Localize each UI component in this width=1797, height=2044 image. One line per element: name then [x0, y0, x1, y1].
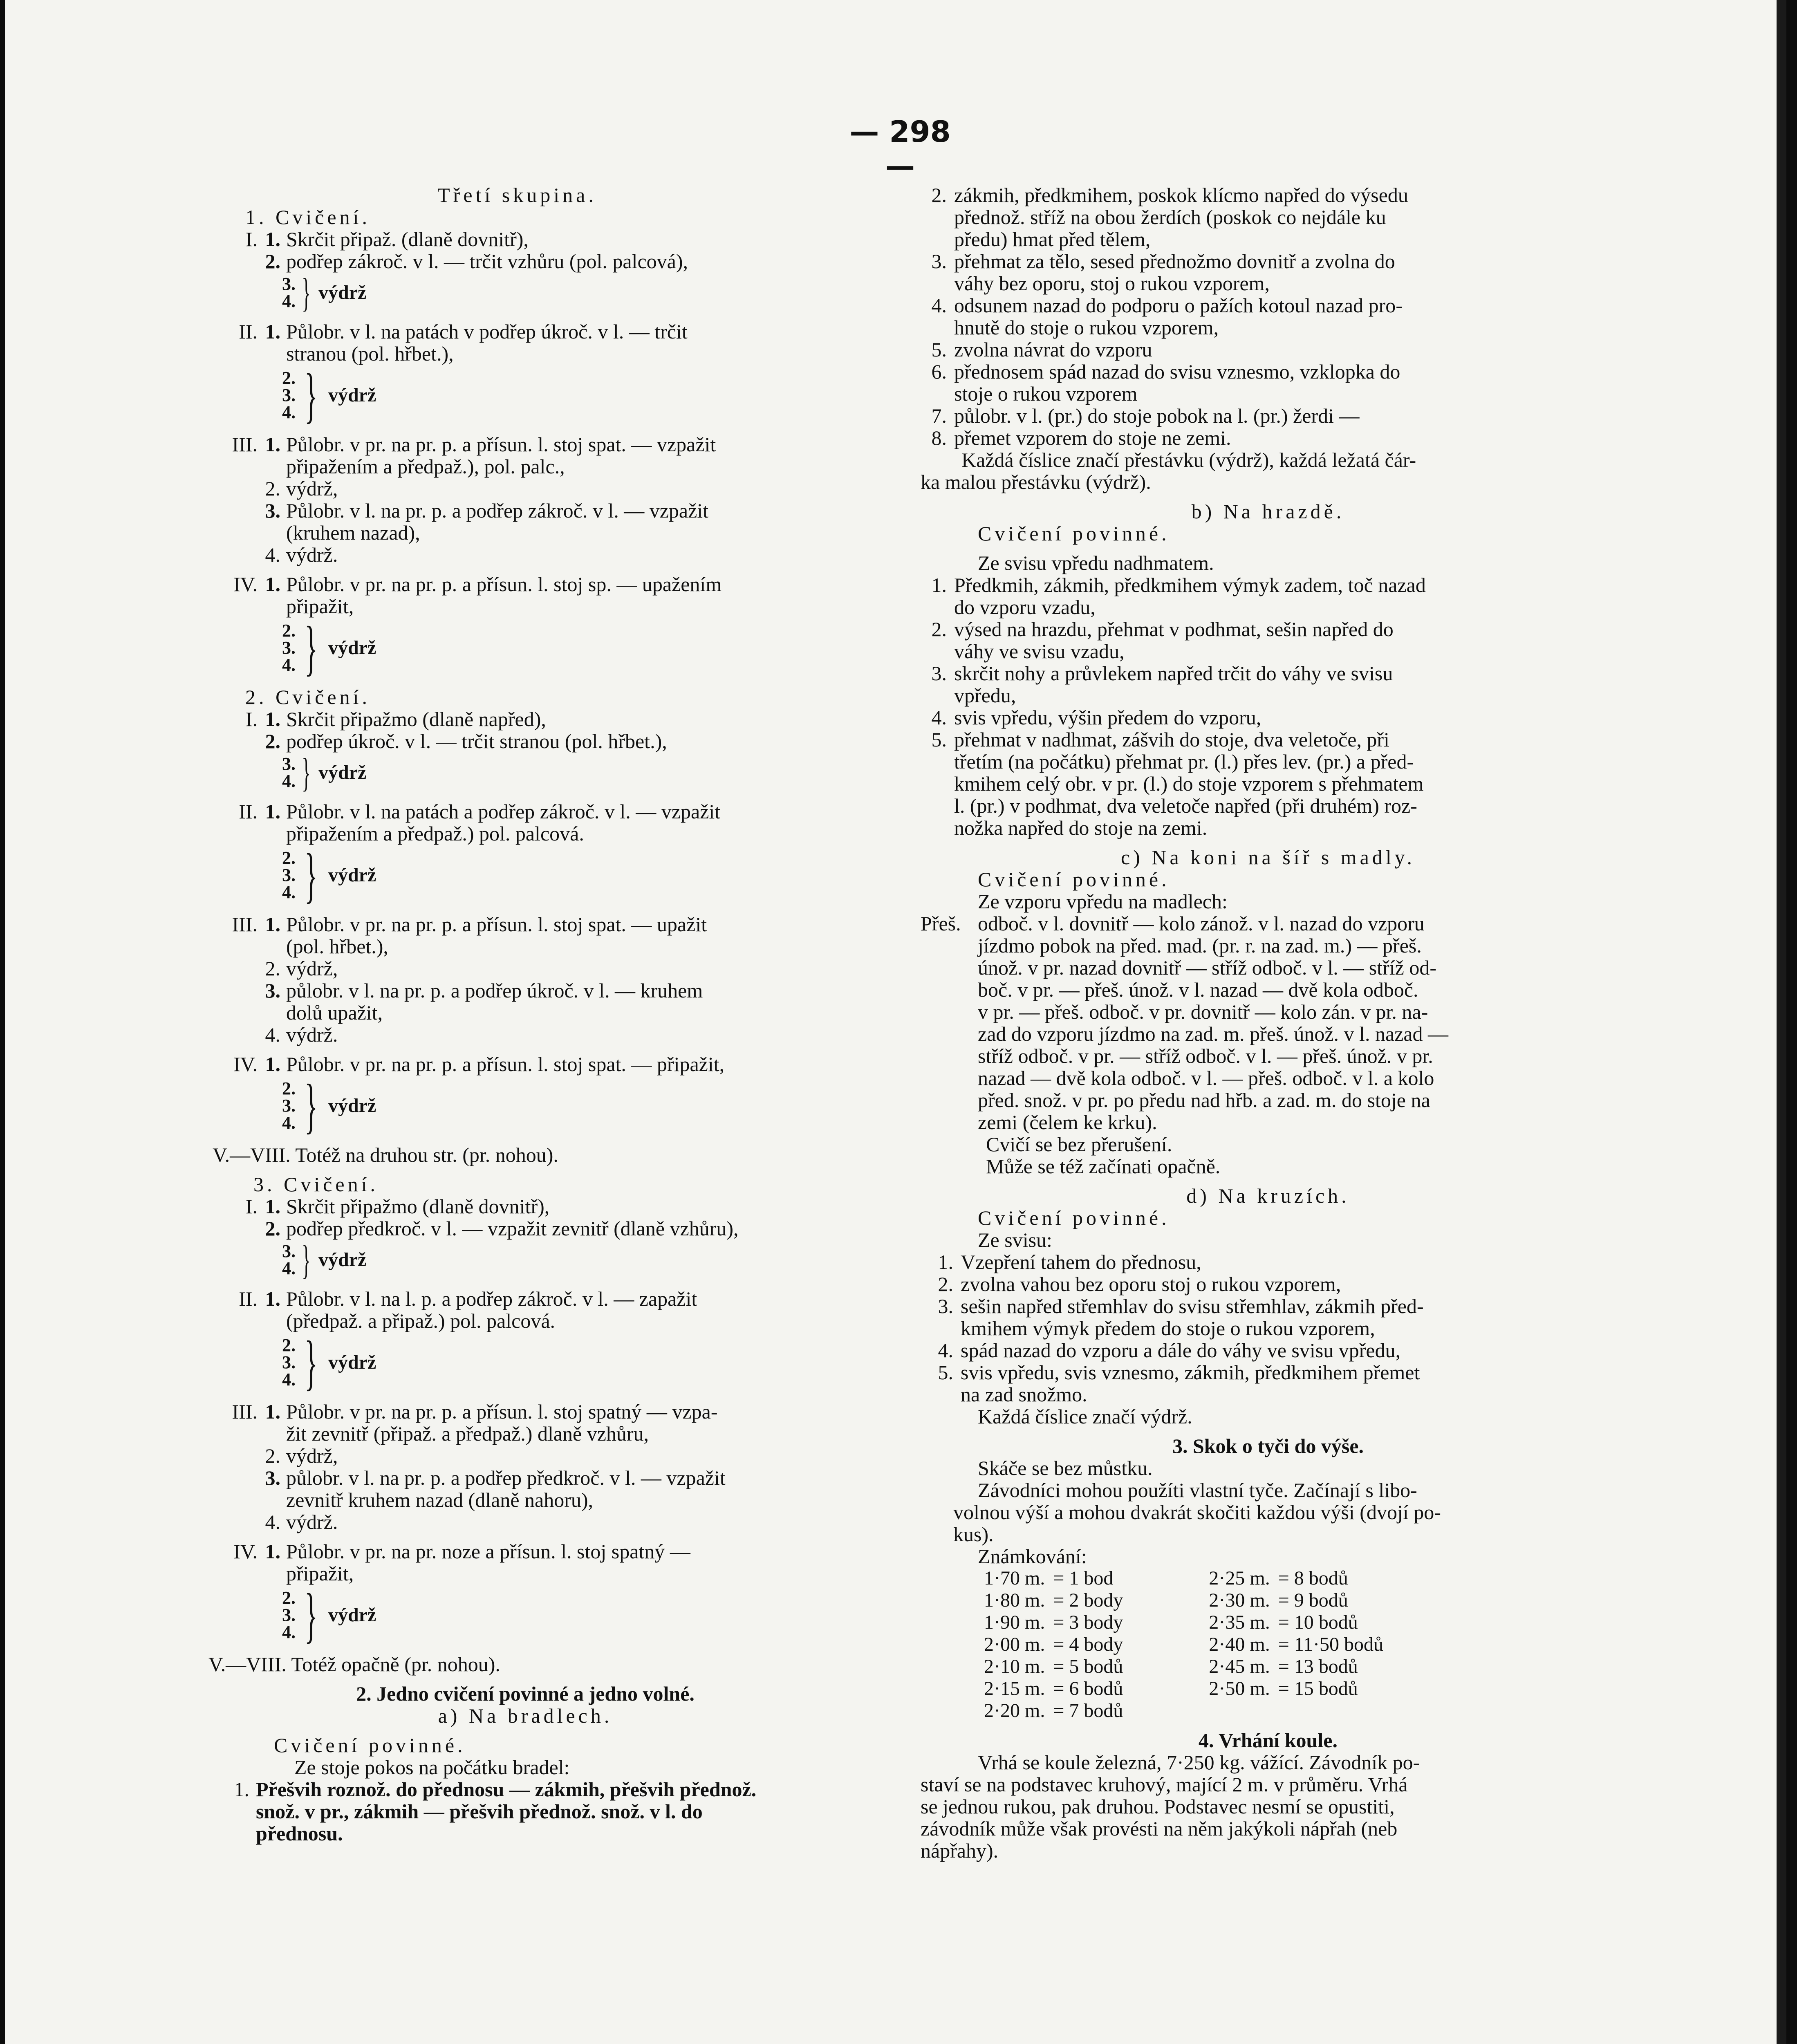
repeat-note: V.—VIII. Totéž opačně (pr. nohou). [208, 1653, 500, 1676]
item-text: stoje o rukou vzporem [954, 382, 1138, 405]
item-text: do vzporu vzadu, [954, 596, 1096, 619]
step-number: 1. [265, 320, 280, 343]
points-cell: = 9 bodů [1278, 1589, 1348, 1611]
item-number: 5. [931, 728, 947, 751]
step-text: Půlobr. v l. na patách v podřep úkroč. v l. — trčit [286, 320, 688, 343]
step-number: 2. [265, 1217, 280, 1240]
step-text: půlobr. v l. na pr. p. a podřep předkroč. v l. — vzpažit [286, 1466, 726, 1489]
note-text: ka malou přestávku (výdrž). [921, 471, 1151, 493]
exercise-step [196, 544, 920, 566]
height-cell: 2·15 m. [984, 1678, 1045, 1699]
step-number: 4. [265, 543, 280, 566]
group-number: 4. [282, 771, 296, 791]
paragraph-line: se jednou rukou, pak druhou. Podstavec nesmí se opustiti, [921, 1795, 1395, 1818]
subheading: Cvičení povinné. [978, 522, 1170, 545]
height-cell: 2·35 m. [1209, 1611, 1270, 1633]
scanned-page [5, 0, 1786, 2044]
points-cell: = 6 bodů [1053, 1678, 1123, 1699]
exercise-step [196, 250, 920, 272]
exercise-step [196, 1511, 920, 1533]
step-roman: II. [239, 320, 258, 343]
exercise-step [196, 1288, 920, 1332]
group-number: 4. [282, 655, 296, 675]
group-number: 3. [282, 1605, 296, 1625]
item-number: 1. [938, 1251, 953, 1273]
list-item [921, 1339, 1616, 1361]
height-cell: 1·90 m. [984, 1611, 1045, 1633]
exercise-step [196, 979, 920, 1024]
exercise-step [196, 320, 920, 365]
hold-label: výdrž [318, 762, 367, 783]
item-number: 6. [931, 360, 947, 383]
item-text: přednož. stříž na obou žerdích (poskok co nejdále ku [954, 206, 1386, 229]
step-number: 3. [265, 1466, 280, 1489]
item-text: předu) hmat před tělem, [954, 228, 1151, 251]
score-label: Známkování: [978, 1545, 1087, 1568]
note-text: Každá číslice značí přestávku (výdrž), každá ležatá čár- [961, 448, 1416, 471]
hold-group: 2. 3. 4. } výdrž [282, 614, 376, 682]
item-number: 3. [931, 250, 947, 273]
step-number: 2. [265, 957, 280, 980]
item-text: Předkmih, zákmih, předkmihem výmyk zadem, toč nazad [954, 574, 1426, 596]
paragraph-line: únož. v pr. nazad dovnitř — stříž odboč. v l. — stříž od- [978, 956, 1436, 979]
step-text: (pol. hřbet.), [286, 935, 388, 958]
right-column [921, 184, 1616, 1862]
height-cell: 2·40 m. [1209, 1634, 1270, 1655]
step-text: připažením a předpaž.), pol. palc., [286, 455, 565, 478]
lead-word: Přeš. [921, 912, 961, 935]
hold-group: 2. 3. 4. } výdrž [282, 1329, 376, 1396]
list-item [921, 706, 1616, 728]
item-number: 2. [931, 618, 947, 641]
item-text: Přešvih roznož. do přednosu — zákmih, přešvih přednož. [256, 1778, 757, 1801]
hold-group: 2. 3. 4. } výdrž [282, 1581, 376, 1649]
intro-line: Ze stoje pokos na počátku bradel: [294, 1756, 570, 1779]
item-number: 4. [931, 294, 947, 317]
group-number: 4. [282, 402, 296, 422]
exercise-step [196, 1401, 920, 1445]
step-text: podřep předkroč. v l. — vzpažit zevnitř (dlaně vzhůru), [286, 1217, 739, 1240]
step-text: dolů upažit, [286, 1001, 383, 1024]
subheading: Cvičení povinné. [978, 1206, 1170, 1229]
hold-group: 3. 4. } výdrž [282, 750, 367, 795]
note-text: Může se též začínati opačně. [986, 1155, 1221, 1178]
item-number: 8. [931, 426, 947, 449]
step-text: připažit, [286, 1562, 354, 1585]
hold-label: výdrž [318, 282, 367, 303]
item-text: půlobr. v l. (pr.) do stoje pobok na l. (pr.) žerdi — [954, 404, 1360, 427]
item-text: odsunem nazad do podporu o pažích kotoul nazad pro- [954, 294, 1403, 317]
step-number: 2. [265, 477, 280, 500]
step-text: výdrž. [286, 543, 338, 566]
section-heading: 4. Vrhání koule. [1199, 1729, 1338, 1752]
item-text: snož. v pr., zákmih — přešvih přednož. snož. v l. do [256, 1800, 703, 1823]
group-number: 2. [282, 1588, 296, 1608]
exercise-step [196, 1024, 920, 1046]
item-text: zvolna návrat do vzporu [954, 338, 1152, 361]
exercise-step [196, 800, 920, 845]
exercise-step [196, 500, 920, 544]
step-number: 1. [265, 1400, 280, 1423]
group-number: 2. [282, 1335, 296, 1355]
item-number: 1. [931, 574, 947, 596]
list-item [921, 1295, 1616, 1339]
apparatus-heading: a) Na bradlech. [438, 1704, 613, 1727]
paragraph-line: zemi (čelem ke krku). [978, 1111, 1157, 1134]
group-number: 3. [282, 1241, 296, 1261]
step-text: Půlobr. v pr. na pr. noze a přísun. l. stoj spatný — [286, 1540, 690, 1563]
subheading: Cvičení povinné. [978, 868, 1170, 891]
item-text: přemet vzporem do stoje ne zemi. [954, 426, 1231, 449]
table-row [980, 1611, 1387, 1634]
item-number: 7. [931, 404, 947, 427]
step-text: připažením a předpaž.) pol. palcová. [286, 822, 584, 845]
points-cell: = 15 bodů [1278, 1678, 1358, 1699]
exercise-step [196, 708, 920, 730]
step-number: 2. [265, 250, 280, 273]
step-number: 1. [265, 573, 280, 596]
list-item [921, 574, 1616, 618]
list-item [921, 361, 1616, 405]
list-item [921, 250, 1616, 294]
item-text: hnutě do stoje o rukou vzporem, [954, 316, 1219, 339]
height-cell: 1·80 m. [984, 1589, 1045, 1611]
note-text: Každá číslice značí výdrž. [978, 1405, 1192, 1428]
paragraph-line: závodník může však provésti na něm jakýkoli nápřah (neb [921, 1817, 1398, 1840]
item-number: 4. [931, 706, 947, 729]
step-text: Půlobr. v l. na pr. p. a podřep zákroč. v l. — vzpažit [286, 499, 709, 522]
step-roman: IV. [233, 1053, 258, 1076]
item-number: 5. [938, 1361, 953, 1384]
paragraph-line: kus). [953, 1523, 994, 1546]
group-number: 4. [282, 291, 296, 311]
table-row [980, 1656, 1387, 1678]
paragraph-line: stříž odboč. v pr. — stříž odboč. v l. — přeš. únož. v pr. [978, 1044, 1433, 1067]
step-text: půlobr. v l. na pr. p. a podřep úkroč. v l. — kruhem [286, 979, 703, 1002]
item-text: zvolna vahou bez oporu stoj o rukou vzporem, [961, 1273, 1341, 1295]
height-cell: 2·10 m. [984, 1656, 1045, 1677]
group-number: 4. [282, 1369, 296, 1390]
step-text: výdrž, [286, 477, 338, 500]
page-number: — 298 — [849, 114, 951, 183]
step-text: Půlobr. v pr. na pr. p. a přísun. l. stoj spat. — připažit, [286, 1053, 725, 1076]
section-title: Třetí skupina. [437, 184, 597, 206]
exercise-step [196, 1217, 920, 1239]
points-cell: = 5 bodů [1053, 1656, 1123, 1677]
hold-group: 3. 4. } výdrž [282, 1237, 367, 1282]
height-cell: 2·45 m. [1209, 1656, 1270, 1677]
paragraph [921, 912, 1616, 1133]
step-number: 1. [265, 913, 280, 936]
step-text: Půlobr. v l. na patách a podřep zákroč. v l. — vzpažit [286, 800, 721, 823]
step-roman: IV. [233, 573, 258, 596]
step-roman: I. [245, 708, 258, 731]
item-number: 2. [938, 1273, 953, 1295]
list-item [921, 728, 1616, 839]
group-number: 3. [282, 1096, 296, 1116]
score-table [980, 1567, 1387, 1722]
paragraph-line: nápřahy). [921, 1839, 999, 1862]
hold-label: výdrž [318, 1249, 367, 1271]
points-cell: = 1 bod [1053, 1567, 1114, 1589]
height-cell: 2·30 m. [1209, 1589, 1270, 1611]
hold-label: výdrž [328, 637, 376, 659]
exercise-step [196, 913, 920, 957]
item-text: spád nazad do vzporu a dále do váhy ve svisu vpředu, [961, 1339, 1401, 1362]
group-number: 4. [282, 1258, 296, 1278]
step-roman: III. [232, 913, 258, 936]
points-cell: = 2 body [1053, 1589, 1123, 1611]
hold-label: výdrž [328, 1095, 376, 1116]
step-text: Půlobr. v pr. na pr. p. a přísun. l. stoj sp. — upažením [286, 573, 722, 596]
item-text: Vzepření tahem do přednosu, [961, 1251, 1201, 1273]
step-number: 1. [265, 1540, 280, 1563]
step-text: Půlobr. v pr. na pr. p. a přísun. l. stoj spat. — upažit [286, 913, 707, 936]
item-number: 1. [234, 1778, 249, 1801]
step-text: výdrž, [286, 957, 338, 980]
list-item [196, 1778, 920, 1845]
table-row [980, 1589, 1387, 1611]
step-number: 1. [265, 228, 280, 251]
step-roman: II. [239, 800, 258, 823]
step-text: Skrčit připaž. (dlaně dovnitř), [286, 228, 529, 251]
table-row [980, 1700, 1387, 1722]
step-roman: II. [239, 1287, 258, 1310]
step-text: Půlobr. v pr. na pr. p. a přísun. l. stoj spatný — vzpa- [286, 1400, 718, 1423]
points-cell: = 8 bodů [1278, 1567, 1348, 1589]
item-text: třetím (na počátku) přehmat pr. (l.) přes lev. (pr.) a před- [954, 750, 1414, 773]
step-text: (předpaž. a připaž.) pol. palcová. [286, 1309, 556, 1332]
item-number: 2. [931, 184, 947, 206]
step-text: Půlobr. v l. na l. p. a podřep zákroč. v l. — zapažit [286, 1287, 697, 1310]
item-text: svis vpředu, svis vznesmo, zákmih, předkmihem přemet [961, 1361, 1420, 1384]
height-cell: 2·25 m. [1209, 1567, 1270, 1589]
hold-label: výdrž [328, 864, 376, 886]
step-roman: III. [232, 433, 258, 456]
exercise-step [196, 477, 920, 500]
step-number: 2. [265, 730, 280, 753]
intro-line: Ze svisu vpředu nadhmatem. [978, 551, 1214, 574]
group-number: 3. [282, 1352, 296, 1372]
height-cell: 2·20 m. [984, 1700, 1045, 1721]
item-text: skrčit nohy a průvlekem napřed trčit do váhy ve svisu [954, 662, 1393, 685]
step-number: 4. [265, 1511, 280, 1533]
hold-group: 2. 3. 4. } výdrž [282, 841, 376, 909]
intro-line: Ze svisu: [978, 1228, 1052, 1251]
exercise-title: 3. Cvičení. [253, 1173, 379, 1196]
group-number: 2. [282, 848, 296, 868]
item-text: zákmih, předkmihem, poskok klícmo napřed do výsedu [954, 184, 1408, 206]
step-text: výdrž, [286, 1444, 338, 1467]
step-number: 2. [265, 1444, 280, 1467]
step-roman: I. [245, 228, 258, 251]
hold-group: 3. 4. } výdrž [282, 270, 367, 315]
step-roman: I. [245, 1195, 258, 1218]
hold-group: 2. 3. 4. } výdrž [282, 361, 376, 429]
points-cell: = 11·50 bodů [1278, 1634, 1384, 1655]
list-item [921, 427, 1616, 449]
subheading: Cvičení povinné. [274, 1734, 466, 1757]
height-cell [1205, 1700, 1274, 1722]
group-number: 2. [282, 368, 296, 388]
exercise-title: 2. Cvičení. [245, 686, 371, 708]
step-text: žit zevnitř (připaž. a předpaž.) dlaně vzhůru, [286, 1422, 649, 1445]
item-text: váhy bez oporu, stoj o rukou vzporem, [954, 272, 1270, 295]
group-number: 3. [282, 865, 296, 885]
height-cell: 2·50 m. [1209, 1678, 1270, 1699]
item-text: na zad snožmo. [961, 1383, 1087, 1406]
step-number: 1. [265, 1053, 280, 1076]
step-text: podřep zákroč. v l. — trčit vzhůru (pol. palcová), [286, 250, 688, 273]
group-number: 3. [282, 638, 296, 658]
points-cell: = 13 bodů [1278, 1656, 1358, 1677]
height-cell: 2·00 m. [984, 1634, 1045, 1655]
points-cell: = 7 bodů [1053, 1700, 1123, 1721]
step-number: 1. [265, 1287, 280, 1310]
list-item [921, 405, 1616, 427]
item-text: váhy ve svisu vzadu, [954, 640, 1125, 663]
item-text: svis vpředu, výšin předem do vzporu, [954, 706, 1261, 729]
apparatus-heading: c) Na koni na šíř s madly. [1121, 846, 1415, 869]
step-text: Skrčit připažmo (dlaně napřed), [286, 708, 546, 731]
step-text: (kruhem nazad), [286, 521, 420, 544]
item-number: 3. [938, 1295, 953, 1318]
list-item [921, 662, 1616, 706]
step-text: Půlobr. v pr. na pr. p. a přísun. l. stoj spat. — vzpažit [286, 433, 716, 456]
step-text: stranou (pol. hřbet.), [286, 342, 454, 365]
step-text: zevnitř kruhem nazad (dlaně nahoru), [286, 1488, 594, 1511]
exercise-title: 1. Cvičení. [245, 206, 371, 229]
list-item [921, 184, 1616, 250]
hold-group: 2. 3. 4. } výdrž [282, 1072, 376, 1140]
group-number: 3. [282, 754, 296, 774]
paragraph-line: boč. v pr. — přeš. únož. v l. nazad — dvě kola odboč. [978, 978, 1418, 1001]
group-number: 4. [282, 1113, 296, 1133]
paragraph-line: zad do vzporu jízdmo na zad. m. přeš. únož. v l. nazad — [978, 1022, 1449, 1045]
group-number: 4. [282, 1622, 296, 1642]
group-number: 4. [282, 882, 296, 902]
points-cell: = 3 body [1053, 1611, 1123, 1633]
height-cell: 1·70 m. [984, 1567, 1045, 1589]
group-number: 2. [282, 1078, 296, 1098]
exercise-step [196, 433, 920, 477]
section-heading: 3. Skok o tyči do výše. [1172, 1434, 1364, 1457]
list-item [921, 294, 1616, 338]
hold-label: výdrž [328, 1604, 376, 1626]
paragraph-line: Závodníci mohou použíti vlastní tyče. Začínají s libo- [978, 1479, 1417, 1502]
item-text: l. (pr.) v podhmat, dva veletoče napřed (při druhém) roz- [954, 794, 1417, 817]
points-cell: = 10 bodů [1278, 1611, 1358, 1633]
left-column [196, 184, 920, 1845]
step-text: výdrž. [286, 1023, 338, 1046]
item-text: sešin napřed střemhlav do svisu střemhlav, zákmih před- [961, 1295, 1424, 1318]
item-text: kmihem výmyk předem do stoje o rukou vzporem, [961, 1317, 1375, 1340]
paragraph-line: v pr. — přeš. odboč. v pr. dovnitř — kolo zán. v pr. na- [978, 1000, 1428, 1023]
exercise-step [196, 228, 920, 250]
paragraph-line: Skáče se bez můstku. [978, 1457, 1153, 1479]
step-number: 4. [265, 1023, 280, 1046]
step-number: 1. [265, 708, 280, 731]
item-number: 4. [938, 1339, 953, 1362]
paragraph-line: volnou výší a mohou dvakrát skočiti každou výši (dvojí po- [953, 1501, 1441, 1524]
item-text: nožka napřed do stoje na zemi. [954, 816, 1208, 839]
step-number: 3. [265, 499, 280, 522]
item-number: 3. [931, 662, 947, 685]
list-item [921, 1273, 1616, 1295]
hold-label: výdrž [328, 1351, 376, 1373]
exercise-step [196, 1540, 920, 1585]
step-roman: IV. [233, 1540, 258, 1563]
step-text: Skrčit připažmo (dlaně dovnitř), [286, 1195, 550, 1218]
step-number: 1. [265, 1195, 280, 1218]
table-row [980, 1678, 1387, 1700]
points-cell: = 4 body [1053, 1634, 1123, 1655]
item-text: výsed na hrazdu, přehmat v podhmat, sešin napřed do [954, 618, 1394, 641]
group-number: 3. [282, 274, 296, 294]
paragraph-line: staví se na podstavec kruhový, mající 2 m. v průměru. Vrhá [921, 1773, 1408, 1796]
item-text: kmihem celý obr. v pr. (l.) do stoje vzporem s přehmatem [954, 772, 1424, 795]
list-item [921, 1361, 1616, 1405]
step-text: podřep úkroč. v l. — trčit stranou (pol. hřbet.), [286, 730, 667, 753]
exercise-step [196, 1445, 920, 1467]
paragraph-line: odboč. v l. dovnitř — kolo zánož. v l. nazad do vzporu [978, 912, 1425, 935]
intro-line: Ze vzporu vpředu na madlech: [978, 890, 1228, 913]
exercise-step [196, 730, 920, 752]
scan-edge [1777, 0, 1786, 2044]
step-roman: III. [232, 1400, 258, 1423]
table-row [980, 1634, 1387, 1656]
step-text: připažit, [286, 595, 354, 618]
exercise-step [196, 1195, 920, 1217]
paragraph-line: nazad — dvě kola odboč. v l. — přeš. odboč. v l. a kolo [978, 1067, 1434, 1089]
exercise-step [196, 957, 920, 979]
item-text: vpředu, [954, 684, 1016, 707]
item-text: přehmat v nadhmat, zášvih do stoje, dva veletoče, při [954, 728, 1389, 751]
paragraph-line: jízdmo pobok na před. mad. (pr. r. na zad. m.) — přeš. [978, 934, 1422, 957]
list-item [921, 1251, 1616, 1273]
section-heading: 2. Jedno cvičení povinné a jedno volné. [356, 1682, 695, 1705]
list-item [921, 338, 1616, 361]
group-number: 2. [282, 621, 296, 641]
item-text: přehmat za tělo, sesed přednožmo dovnitř a zvolna do [954, 250, 1395, 273]
item-text: přednosem spád nazad do svisu vznesmo, vzklopka do [954, 360, 1400, 383]
exercise-step [196, 1467, 920, 1511]
step-number: 1. [265, 800, 280, 823]
exercise-step [196, 573, 920, 617]
step-text: výdrž. [286, 1511, 338, 1533]
paragraph-line: před. snož. v pr. po předu nad hřb. a zad. m. do stoje na [978, 1089, 1430, 1112]
apparatus-heading: d) Na kruzích. [1186, 1184, 1350, 1207]
table-row [980, 1567, 1387, 1589]
list-item [921, 618, 1616, 662]
item-text: přednosu. [256, 1822, 343, 1845]
step-number: 3. [265, 979, 280, 1002]
apparatus-heading: b) Na hrazdě. [1191, 500, 1345, 523]
item-number: 5. [931, 338, 947, 361]
note-text: Cvičí se bez přerušení. [986, 1133, 1172, 1156]
hold-label: výdrž [328, 384, 376, 406]
step-number: 1. [265, 433, 280, 456]
repeat-note: V.—VIII. Totéž na druhou str. (pr. nohou). [213, 1143, 558, 1166]
paragraph-line: Vrhá se koule železná, 7·250 kg. vážící. Závodník po- [978, 1751, 1420, 1774]
points-cell [1274, 1700, 1387, 1722]
group-number: 3. [282, 385, 296, 405]
